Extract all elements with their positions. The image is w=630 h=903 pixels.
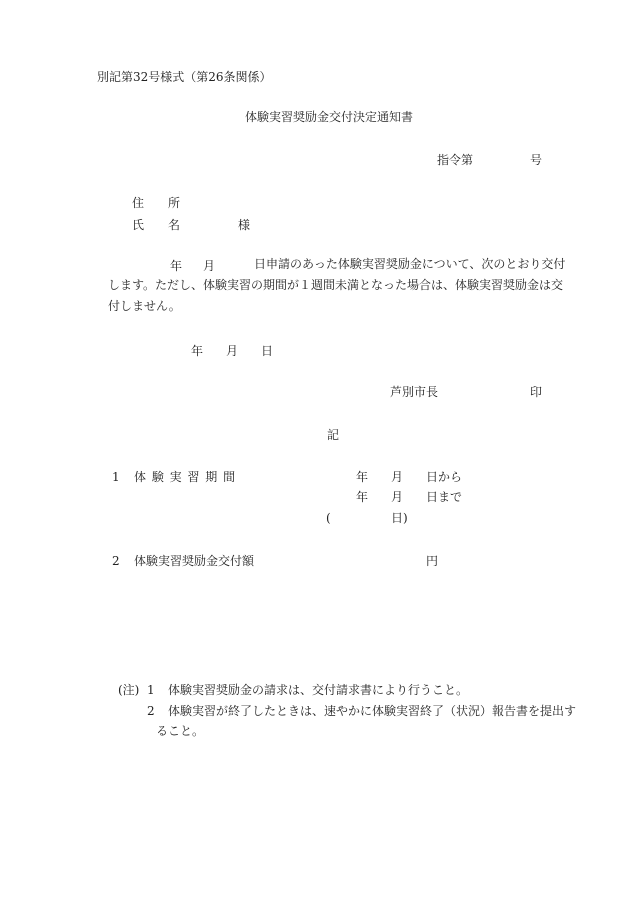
period-days-open: ( [326,511,331,525]
doc-number-prefix: 指令第 [437,153,474,167]
note-1-number: 1 [147,683,155,697]
period-end-year: 年 [356,490,369,504]
body-year: 年 [170,259,183,273]
item-period-label: 体 験 実 習 期 間 [134,470,237,484]
issuer-seal: 印 [530,385,543,399]
period-start-day: 日から [426,470,463,484]
item-amount-number: 2 [112,554,120,568]
document-title: 体験実習奨励金交付決定通知書 [245,110,414,124]
body-month: 月 [203,259,216,273]
body-text [108,254,572,317]
ki-heading: 記 [327,428,340,442]
address-label: 住 所 [132,196,181,210]
period-end-day: 日まで [426,490,463,504]
item-amount-label: 体験実習奨励金交付額 [134,554,255,568]
note-1-text: 体験実習奨励金の請求は、交付請求書により行うこと。 [168,683,469,697]
body-text-content: 日申請のあった体験実習奨励金について、次のとおり交付します。ただし、体験実習の期間が１週間未満となった場合は、体験実習奨励金は交付しません。 [108,257,566,313]
issue-day: 日 [261,344,274,358]
form-label: 別記第32号様式（第26条関係） [97,70,272,84]
period-days-close: 日) [391,511,408,525]
item-amount-unit: 円 [426,554,439,568]
issue-year: 年 [191,344,204,358]
note-2-line1: 体験実習が終了したときは、速やかに体験実習終了（状況）報告書を提出す [168,704,577,718]
doc-number-suffix: 号 [530,153,543,167]
issue-month: 月 [226,344,239,358]
item-period-number: 1 [112,470,120,484]
name-label: 氏 名 [132,218,181,232]
period-start-year: 年 [356,470,369,484]
honorific: 様 [238,218,251,232]
notes-prefix: (注) [118,683,140,697]
note-2-number: 2 [147,704,155,718]
note-2-line2: ること。 [156,724,205,738]
period-start-month: 月 [391,470,404,484]
issuer-title: 芦別市長 [390,385,439,399]
period-end-month: 月 [391,490,404,504]
